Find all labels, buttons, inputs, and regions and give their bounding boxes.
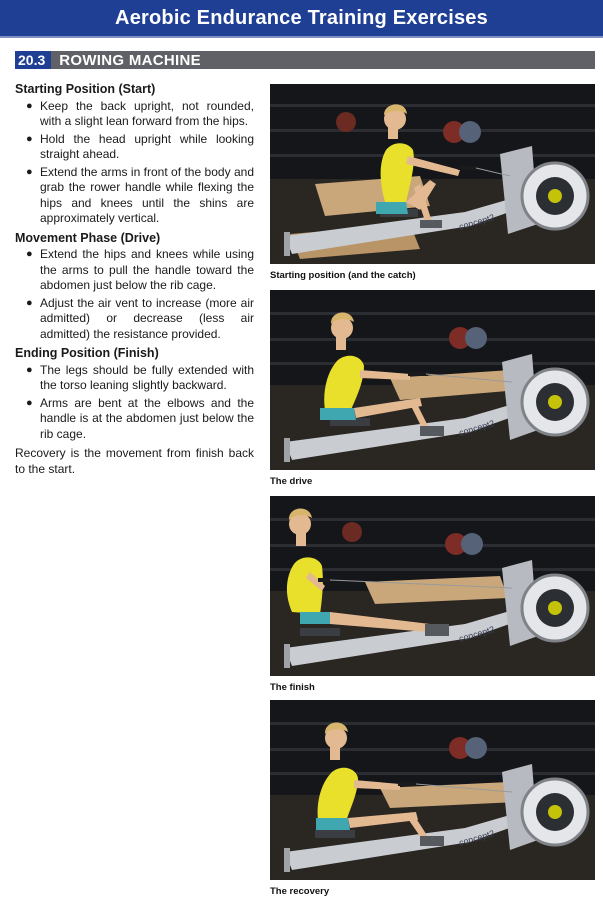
bullet-icon: ● <box>26 296 33 309</box>
rowing-recovery-illustration <box>270 700 595 880</box>
list-item: ● Arms are bent at the elbows and the handle is at the abdomen just below the rib cage. <box>26 395 254 441</box>
section-title: ROWING MACHINE <box>59 51 201 69</box>
rowing-start-illustration <box>270 84 595 264</box>
page-title: Aerobic Endurance Training Exercises <box>115 6 488 29</box>
drive-heading: Movement Phase (Drive) <box>15 230 161 245</box>
list-item: ● The legs should be fully extended with the torso leaning slightly backward. <box>26 362 254 392</box>
instructions-column <box>15 82 254 477</box>
figure-finish <box>270 496 595 693</box>
rowing-finish-illustration <box>270 496 595 676</box>
brand-logo: concept2 <box>457 624 496 644</box>
finish-list <box>15 363 254 443</box>
brand-logo: concept2 <box>457 212 496 232</box>
figure-caption: The recovery <box>270 886 330 897</box>
rowing-photo <box>270 84 595 264</box>
list-item: ● Extend the hips and knees while using the arms to pull the handle toward the abdomen just below the rib cage. <box>26 247 254 292</box>
brand-logo: concept2 <box>457 418 496 438</box>
rowing-photo <box>270 700 595 880</box>
figure-caption: The finish <box>270 682 315 693</box>
figure-recovery <box>270 700 595 897</box>
start-list <box>15 99 254 227</box>
bullet-icon: ● <box>26 99 33 112</box>
list-item: ● Adjust the air vent to increase (more air admitted) or decrease (less air admitted) the resistance provided. <box>26 295 254 341</box>
list-item: ● Extend the arms in front of the body and grab the rower handle while flexing the hips and knees until the shins are approximately vertical. <box>26 164 254 225</box>
finish-heading: Ending Position (Finish) <box>15 346 159 360</box>
figure-drive <box>270 290 595 487</box>
start-heading: Starting Position (Start) <box>15 82 156 96</box>
bullet-icon: ● <box>26 165 33 178</box>
bullet-icon: ● <box>26 396 33 409</box>
page-banner <box>0 0 603 38</box>
bullet-icon: ● <box>26 363 33 376</box>
brand-logo: concept2 <box>457 828 496 848</box>
figure-caption: Starting position (and the catch) <box>270 270 416 281</box>
list-item: ● Hold the head upright while looking straight ahead. <box>26 131 254 161</box>
section-number: 20.3 <box>15 51 51 69</box>
drive-list <box>15 247 254 342</box>
rowing-photo <box>270 496 595 676</box>
figure-caption: The drive <box>270 476 313 487</box>
list-item: ● Keep the back upright, not rounded, with a slight lean forward from the hips. <box>26 98 254 128</box>
figure-start <box>270 84 595 281</box>
recovery-text: Recovery is the movement from finish back to the start. <box>15 446 254 476</box>
bullet-icon: ● <box>26 248 33 260</box>
rowing-drive-illustration <box>270 290 595 470</box>
section-header <box>15 51 595 69</box>
rowing-photo <box>270 290 595 470</box>
bullet-icon: ● <box>26 132 33 145</box>
